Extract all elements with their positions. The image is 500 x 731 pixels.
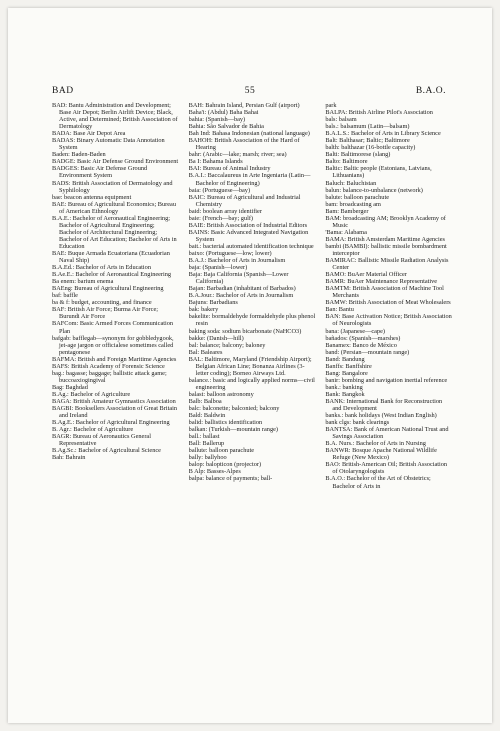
dictionary-entry: Bajuns: Barbadians — [188, 299, 238, 307]
dictionary-entry: BAMTM: British Association of Machine Tool Merchants — [325, 285, 444, 300]
dictionary-entry: BAFS: British Academy of Forensic Science — [52, 362, 165, 370]
dictionary-entry: Bald: Baldwin — [188, 412, 226, 420]
dictionary-entry: Banffs: Banffshire — [325, 362, 372, 370]
dictionary-entry: BAIE: British Association of Industrial Editors — [188, 221, 308, 229]
dictionary-entry: balast: balloon astronomy — [188, 390, 254, 398]
dictionary-entry: BAE: Bureau of Agricultural Economics; Bureau of American Ethnology — [52, 200, 176, 215]
dictionary-entry: balun: balance-to-unbalance (network) — [325, 186, 423, 194]
dictionary-entry: Balb: Balboa — [188, 397, 222, 405]
dictionary-entry: balkan: (Turkish—mountain range) — [188, 426, 278, 434]
dictionary-entry: BAO: British-American Oil; British Association of Otolaryngologists — [325, 461, 448, 476]
dictionary-entry: BAMIRAC: Ballistic Missile Radiation Analysis Center — [325, 257, 449, 272]
dictionary-entry: baking soda: sodium bicarbonate (NaHCO3) — [188, 327, 302, 335]
dictionary-entry: Bank: Bangkok — [325, 390, 365, 398]
dictionary-entry: BANTSA: Bank of American National Trust and Savings Association — [325, 426, 449, 441]
dictionary-entry: Ba I: Bahama Islands — [188, 158, 243, 166]
dictionary-entry: BAGBI: Booksellers Association of Great Britain and Ireland — [52, 405, 178, 420]
dictionary-entry: BAMA: British Amsterdam Maritime Agencies — [325, 235, 445, 243]
dictionary-entry: baf: baffle — [52, 292, 78, 300]
dictionary-entry: Baha'i: (Abdul) Baha Bahai — [188, 109, 259, 117]
dictionary-entry: B.A.L.S.: Bachelor of Arts in Library Science — [325, 130, 441, 138]
dictionary-entry: bahr: (Arabic—lake; marsh; river; sea) — [188, 151, 287, 159]
dictionary-entry: Bag: Baghdad — [52, 383, 88, 391]
dictionary-entry: Balti: Baltimorese (slang) — [325, 151, 391, 159]
dictionary-entry: band: (Persian—mountain range) — [325, 348, 410, 356]
dictionary-entry: bana: (Japanese—cape) — [325, 327, 385, 335]
dictionary-entry: B Alp: Basses-Alpes — [188, 468, 241, 476]
dictionary-entry: bahia: (Spanish—bay) — [188, 116, 246, 124]
dictionary-entry: BAFMA: British and Foreign Maritime Agencies — [52, 355, 177, 363]
dictionary-entry: Bam: Bamberger — [325, 207, 369, 215]
dictionary-entry: park — [325, 102, 337, 109]
dictionary-entry: Ba enem: barium enema — [52, 278, 114, 286]
dictionary-entry: BAEng: Bureau of Agricultural Engineering — [52, 285, 164, 293]
column-left — [52, 102, 179, 715]
dictionary-entry: bals.: balsamum (Latin—balsam) — [325, 123, 410, 131]
dictionary-entry: B.A.Jour.: Bachelor of Arts in Journalism — [188, 292, 294, 300]
dictionary-entry: Baltic: Baltic people (Estonians, Latvians, Lithuanians) — [325, 165, 432, 180]
dictionary-entry: BAN: Base Activation Notice; British Association of Neurologists — [325, 313, 452, 328]
dictionary-entry: baixo: (Portuguese—low; lower) — [188, 249, 272, 257]
dictionary-entry: BADS: British Association of Dermatology and Syphilology — [52, 179, 173, 194]
dictionary-entry: baja: (Spanish—lower) — [188, 264, 248, 272]
dictionary-entry: BAH: Bahrain Island, Persian Gulf (airport) — [188, 102, 300, 109]
dictionary-entry: Baden: Baden-Baden — [52, 151, 106, 159]
dictionary-entry: bag.: bagasse; baggage; ballistic attack game; buccoaxiogingival — [52, 369, 167, 384]
dictionary-entry: BALPA: British Airline Pilot's Association — [325, 109, 433, 117]
dictionary-entry: bals: balsam — [325, 116, 357, 124]
dictionary-entry: BAGA: British Amateur Gymnastics Association — [52, 397, 176, 405]
dictionary-entry: bak: bakery — [188, 306, 219, 314]
dictionary-entry: B.Ag.: Bachelor of Agriculture — [52, 390, 131, 398]
dictionary-entry: Bang: Bangalore — [325, 369, 368, 377]
dictionary-entry: Ball: Ballerup — [188, 440, 225, 448]
dictionary-entry: B.Ag.Sc.: Bachelor of Agricultural Science — [52, 447, 161, 455]
dictionary-entry: Bah Ind: Bahasa Indonesian (national language) — [188, 130, 310, 138]
dictionary-entry: Baja: Baja California (Spanish—Lower California) — [188, 271, 289, 286]
dictionary-entry: Bah: Bahrain — [52, 454, 86, 462]
page-number: 55 — [244, 86, 256, 96]
dictionary-entry: balc: balconette; balconied; balcony — [188, 405, 280, 413]
dictionary-entry: BAI: Bureau of Animal Industry — [188, 165, 271, 173]
dictionary-entry: BAMW: British Association of Meat Wholesalers — [325, 299, 451, 307]
dictionary-entry: BANWR: Bosque Apache National Wildlife Refuge (New Mexico) — [325, 447, 437, 462]
dictionary-entry: ball.: ballast — [188, 433, 220, 441]
dictionary-entry: BAE: Buque Armada Ecuatoriana (Ecuadorian Naval Ship) — [52, 249, 170, 265]
dictionary-entry: bal: balance; balcony; baloney — [188, 341, 266, 349]
dictionary-entry: ballute: balloon parachute — [188, 447, 255, 455]
dictionary-entry: Band: Bandung — [325, 355, 365, 363]
dictionary-entry: balop: balopticon (projector) — [188, 461, 262, 469]
dictionary-entry: BAFCom: Basic Armed Forces Communication Plan — [52, 320, 174, 335]
dictionary-entry: bae: beacon antenna equipment — [52, 193, 132, 201]
dictionary-entry: baie: (French—bay; gulf) — [188, 214, 254, 222]
header-left-guide-word: BAD — [52, 86, 74, 96]
dictionary-entry: B. Agr.: Bachelor of Agriculture — [52, 426, 134, 434]
dictionary-entry: Balto: Baltimore — [325, 158, 368, 166]
dictionary-entry: B.A. Nurs.: Bachelor of Arts in Nursing — [325, 440, 426, 448]
dictionary-entry: BADA: Base Air Depot Area — [52, 130, 126, 138]
dictionary-entry: bakke: (Danish—hill) — [188, 334, 244, 342]
column-middle — [189, 102, 316, 715]
dictionary-entry: BAF: British Air Force; Burma Air Force; Burundi Air Force — [52, 306, 158, 321]
dictionary-entry: B.Ag.E.: Bachelor of Agricultural Engineering — [52, 419, 170, 427]
dictionary-entry: balance.: basic and logically applied norms—civil engineering — [188, 376, 315, 391]
dictionary-entry: BAL: Baltimore, Maryland (Friendship Airport); Belgian African Line; Bonanza Airlines (3-letter coding); Borneo Airways Ltd. — [188, 355, 312, 377]
dictionary-entry: bafgab: bafflegab—synonym for gobbledygook, jet-age jargon or officialese sometimes called pentagonese — [52, 334, 174, 356]
dictionary-entry: B.Ae.E.: Bachelor of Aeronautical Engineering — [52, 271, 172, 279]
dictionary-entry: BAMO: BuAer Material Officer — [325, 271, 407, 279]
dictionary-entry: BAD: Bantu Administration and Development; Base Air Depot; Berlin Airlift Device; Black, Active, and Determined; British Association of Dermatology — [52, 102, 178, 131]
dictionary-entry: bam: broadcasting am — [325, 200, 381, 208]
dictionary-entry: Balt: Balthasar; Baltic; Baltimore — [325, 137, 410, 145]
dictionary-entry: 'Bama: Alabama — [325, 228, 367, 236]
dictionary-entry: bambi (BAMBI): ballistic missile bombardment interceptor — [325, 242, 447, 257]
dictionary-entry: B.A.J.: Bachelor of Arts in Journalism — [188, 257, 286, 265]
dictionary-entry: BAIC: Bureau of Agricultural and Industrial Chemistry — [188, 193, 301, 208]
dictionary-entry: balid: ballistics identification — [188, 419, 263, 427]
dictionary-entry: balute: balloon parachute — [325, 193, 389, 201]
dictionary-entry: Bal: Baleares — [188, 348, 223, 356]
entry-columns — [52, 102, 452, 715]
dictionary-entry: baid: boolean array identifier — [188, 207, 262, 215]
header-right-guide-word: B.A.O. — [415, 86, 446, 96]
column-right — [325, 102, 452, 715]
dictionary-entry: B.A.E.: Bachelor of Aeronautical Engineering; Bachelor of Agricultural Engineering; Bachelor of Architectural Engineering; Bachelor of Art Education; Bachelor of Arts in Education — [52, 214, 177, 250]
dictionary-entry: Bahia: São Salvador de Bahia — [188, 123, 264, 131]
dictionary-entry: banir: bombing and navigation inertial reference — [325, 376, 448, 384]
dictionary-entry: BAMR: BuAer Maintenance Representative — [325, 278, 438, 286]
dictionary-entry: BAGR: Bureau of Aeronautics General Representative — [52, 433, 151, 448]
dictionary-page — [8, 8, 492, 723]
dictionary-entry: bally: ballyhoo — [188, 454, 227, 462]
dictionary-entry: B.A.I.: Baccalaureus in Arte Ingeniaria (Latin—Bachelor of Engineering) — [188, 172, 311, 187]
dictionary-entry: BADGE: Basic Air Defense Ground Environment — [52, 158, 179, 166]
dictionary-entry: baia: (Portuguese—bay) — [188, 186, 251, 194]
dictionary-entry: BANK: International Bank for Reconstruction and Development — [325, 397, 443, 413]
dictionary-entry: Baluch: Baluchistan — [325, 179, 377, 187]
dictionary-entry: bank clgs: bank clearings — [325, 419, 390, 427]
dictionary-entry: balpa: balance of payments; ball- — [188, 475, 273, 483]
dictionary-entry: bakelite: bormaldehyde formaldehyde plus phenol resin — [188, 313, 316, 328]
dictionary-entry: balth: balthazar (16-bottle capacity) — [325, 144, 416, 152]
dictionary-entry: Ban: Bantu — [325, 306, 354, 314]
dictionary-entry: BAINS: Basic Advanced Integrated Navigation System — [188, 228, 309, 243]
dictionary-entry: bait.: bacterial automated identification technique — [188, 242, 314, 250]
dictionary-entry: BADAS: Binary Automatic Data Annotation System — [52, 137, 165, 152]
dictionary-entry: BAHOH: British Association of the Hard of Hearing — [188, 137, 300, 152]
dictionary-entry: banks.: bank holidays (West Indian English) — [325, 412, 437, 420]
dictionary-entry: Bajan: Barbadian (inhabitant of Barbados) — [188, 285, 296, 293]
dictionary-entry: bañados: (Spanish—marshes) — [325, 334, 401, 342]
dictionary-entry: bank.: banking — [325, 383, 363, 391]
dictionary-entry: B.A.O.: Bachelor of the Art of Obstetrics; Bachelor of Arts in — [325, 475, 431, 490]
dictionary-entry: BAM: broadcasting AM; Brooklyn Academy of Music — [325, 214, 446, 229]
page-header — [8, 86, 492, 100]
dictionary-entry: Banamex: Banco de México — [325, 341, 397, 349]
dictionary-entry: B.A.Ed.: Bachelor of Arts in Education — [52, 264, 151, 272]
dictionary-entry: ba & f: budget, accounting, and finance — [52, 299, 152, 307]
dictionary-entry: BADGES: Basic Air Defense Ground Environment System — [52, 165, 148, 180]
